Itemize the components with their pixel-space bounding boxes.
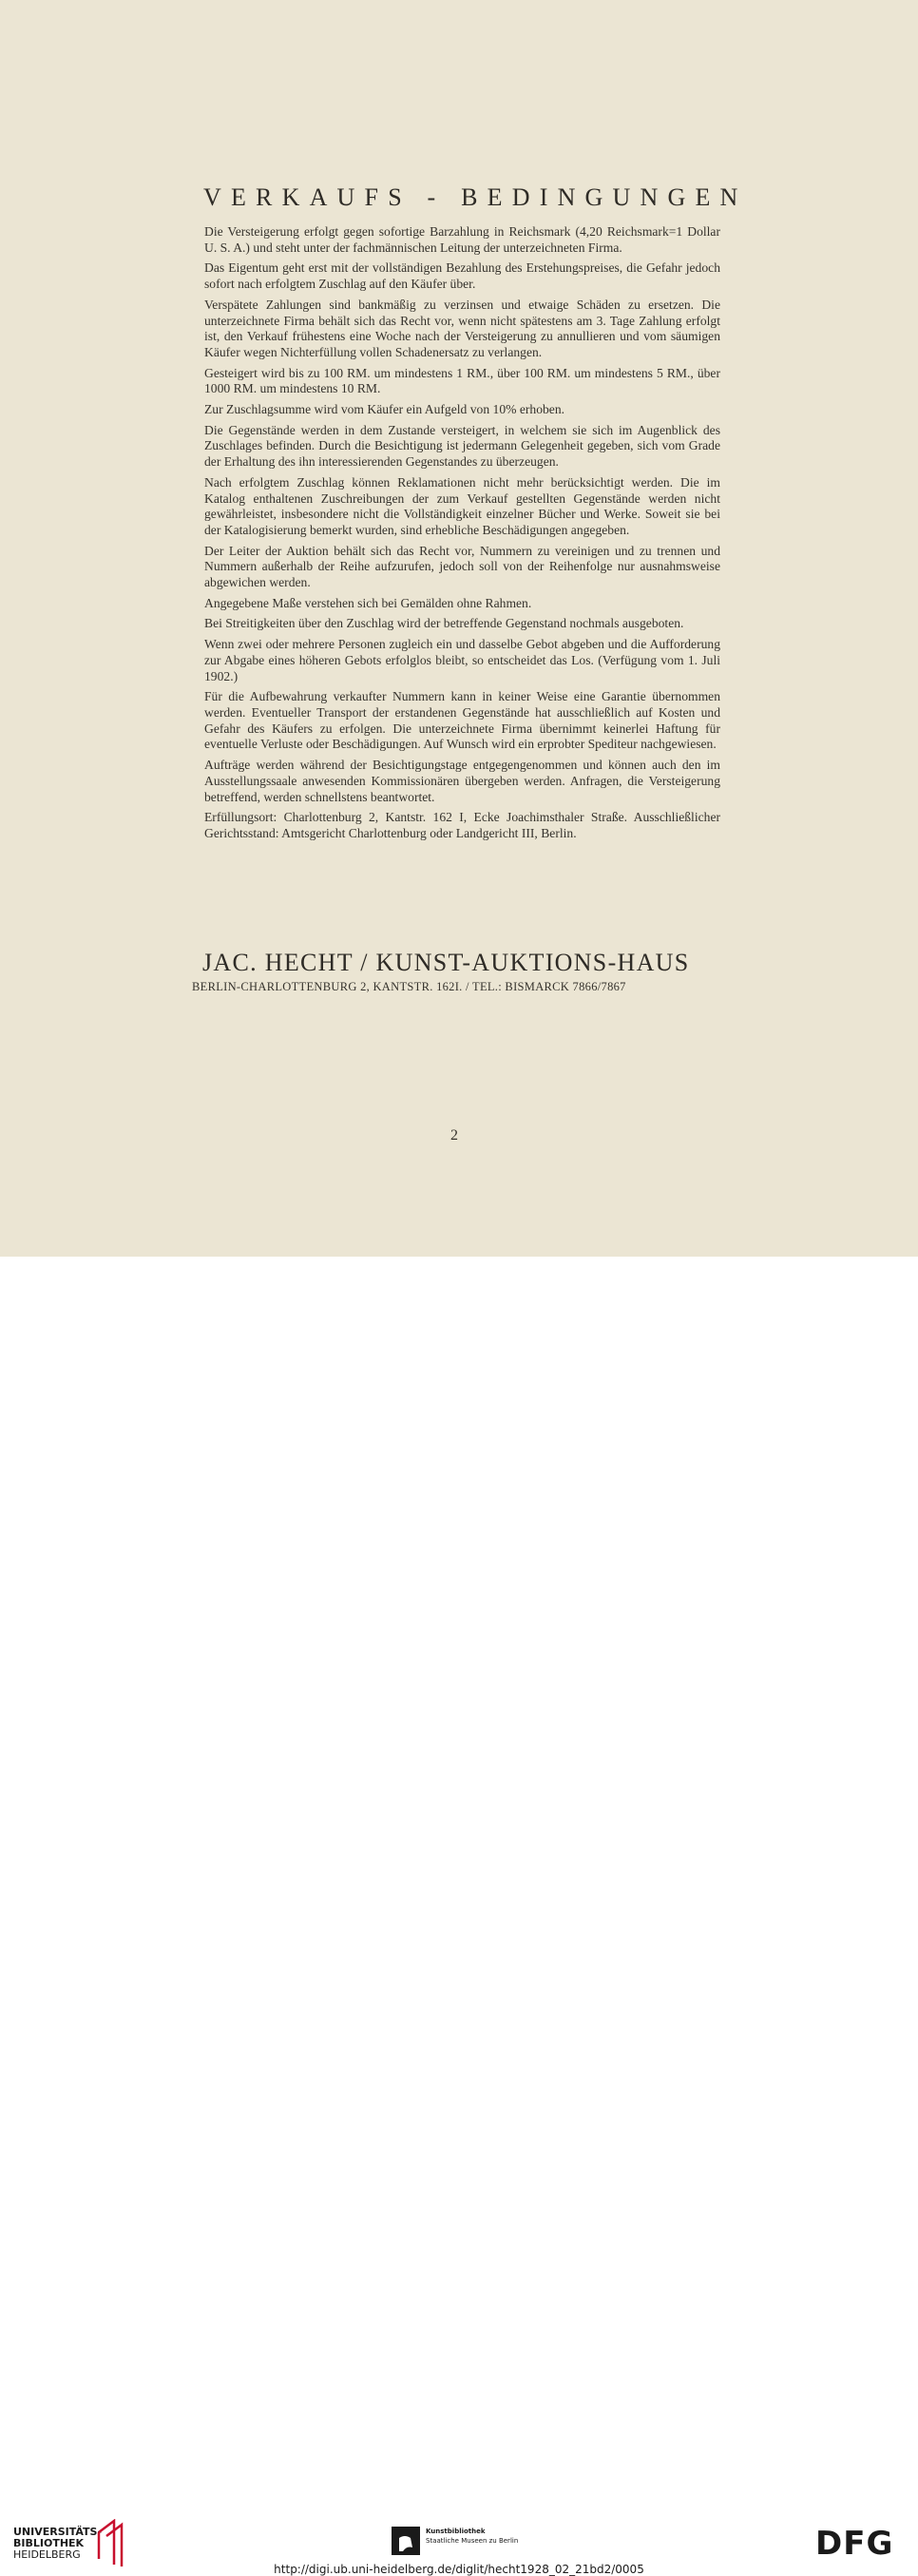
firm-name: JAC. HECHT / KUNST-AUKTIONS-HAUS [202, 949, 690, 976]
university-library-logo-icon [93, 2519, 127, 2568]
paragraph: Erfüllungsort: Charlottenburg 2, Kantstr. 162 I, Ecke Joachimsthaler Straße. Ausschließlicher Gerichtsstand: Amtsgericht Charlottenburg oder Landgericht III, Berlin. [204, 810, 720, 840]
paragraph: Nach erfolgtem Zuschlag können Reklamationen nicht mehr berücksichtigt werden. Die im Katalog enthaltenen Zuschreibungen der zum Verkauf gestellten Gegenstände werden nicht gewährleistet, insbesondere nicht die Vollständigkeit einzelner Bücher und Werke. Soweit sie bei der Katalogisierung bemerkt wurden, sind erhebliche Beschädigungen angegeben. [204, 474, 720, 537]
paragraph: Für die Aufbewahrung verkaufter Nummern kann in keiner Weise eine Garantie übernommen werden. Eventueller Transport der erstandenen Gegenstände hat ausschließlich auf Kosten und Gefahr des Käufers zu erfolgen. Die unterzeichnete Firma übernimmt keinerlei Haftung für eventuelle Verluste oder Beschädigungen. Auf Wunsch wird ein erprobter Spediteur nachgewiesen. [204, 689, 720, 752]
scanned-page [0, 0, 918, 1257]
paragraph: Angegebene Maße verstehen sich bei Gemälden ohne Rahmen. [204, 595, 532, 610]
paragraph: Die Versteigerung erfolgt gegen sofortige Barzahlung in Reichsmark (4,20 Reichsmark=1 Dollar U. S. A.) und steht unter der fachmännischen Leitung der unterzeichneten Firma. [204, 224, 720, 255]
paragraph: Wenn zwei oder mehrere Personen zugleich ein und dasselbe Gebot abgeben und die Aufforderung zur Abgabe eines höheren Gebots erfolglos bleibt, so entscheidet das Los. (Verfügung vom 1. Juli 1902.) [204, 637, 720, 683]
paragraph: Verspätete Zahlungen sind bankmäßig zu verzinsen und etwaige Schäden zu ersetzen. Die unterzeichnete Firma behält sich das Recht vor, wenn nicht spätestens am 3. Tage Zahlung erfolgt ist, den Verkauf frühestens eine Woche nach der Versteigerung zu annullieren und vom säumigen Käufer wegen Nichterfüllung vollen Schadenersatz zu verlangen. [204, 297, 720, 359]
terms-body [204, 224, 720, 847]
university-line: UNIVERSITÄTS- [13, 2526, 103, 2538]
paragraph: Das Eigentum geht erst mit der vollständigen Bezahlung des Erstehungspreises, die Gefahr jedoch sofort nach erfolgtem Zuschlag auf den Käufer über. [204, 260, 720, 292]
kunstbibliothek-title: Kunstbibliothek [426, 2528, 486, 2535]
paragraph: Aufträge werden während der Besichtigungstage entgegengenommen und können auch den im Ausstellungssaale anwesenden Kommissionären übergeben werden. Anfragen, die Versteigerung betreffend, werden schnellstens beantwortet. [204, 758, 720, 804]
paragraph: Die Gegenstände werden in dem Zustande versteigert, in welchem sie sich im Augenblick des Zuschlages befinden. Durch die Besichtigung ist jedermann Gelegenheit gegeben, sich vom Grade der Erhaltung des ihn interessierenden Gegenstandes zu überzeugen. [204, 422, 720, 470]
permalink-url[interactable]: http://digi.ub.uni-heidelberg.de/diglit/hecht1928_02_21bd2/0005 [274, 2563, 644, 2576]
digitization-footer [0, 1257, 918, 2576]
paragraph: Gesteigert wird bis zu 100 RM. um mindestens 1 RM., über 100 RM. um mindestens 5 RM., über 1000 RM. um mindestens 10 RM. [204, 365, 720, 396]
paragraph: Bei Streitigkeiten über den Zuschlag wird der betreffende Gegenstand nochmals ausgeboten. [204, 616, 684, 631]
kunstbibliothek-text[interactable] [426, 2527, 518, 2546]
paragraph: Der Leiter der Auktion behält sich das Recht vor, Nummern zu vereinigen und zu trennen und Nummern außerhalb der Reihe aufzurufen, jedoch soll von der Reihenfolge nur ausnahmsweise abgewichen werden. [204, 543, 720, 590]
kunstbibliothek-subtitle: Staatliche Museen zu Berlin [426, 2537, 519, 2545]
kunstbibliothek-logo-icon [392, 2527, 420, 2555]
paragraph: Zur Zuschlagsumme wird vom Käufer ein Aufgeld von 10% erhoben. [204, 402, 565, 417]
university-line: HEIDELBERG [13, 2548, 81, 2561]
document-heading: VERKAUFS - BEDINGUNGEN [203, 183, 748, 211]
university-line: BIBLIOTHEK [13, 2537, 85, 2549]
dfg-logo[interactable]: DFG [815, 2525, 894, 2563]
page-number: 2 [450, 1127, 458, 1144]
firm-address: BERLIN-CHARLOTTENBURG 2, KANTSTR. 162I. / TEL.: BISMARCK 7866/7867 [192, 980, 626, 993]
university-library-logo-text[interactable] [13, 2527, 102, 2561]
